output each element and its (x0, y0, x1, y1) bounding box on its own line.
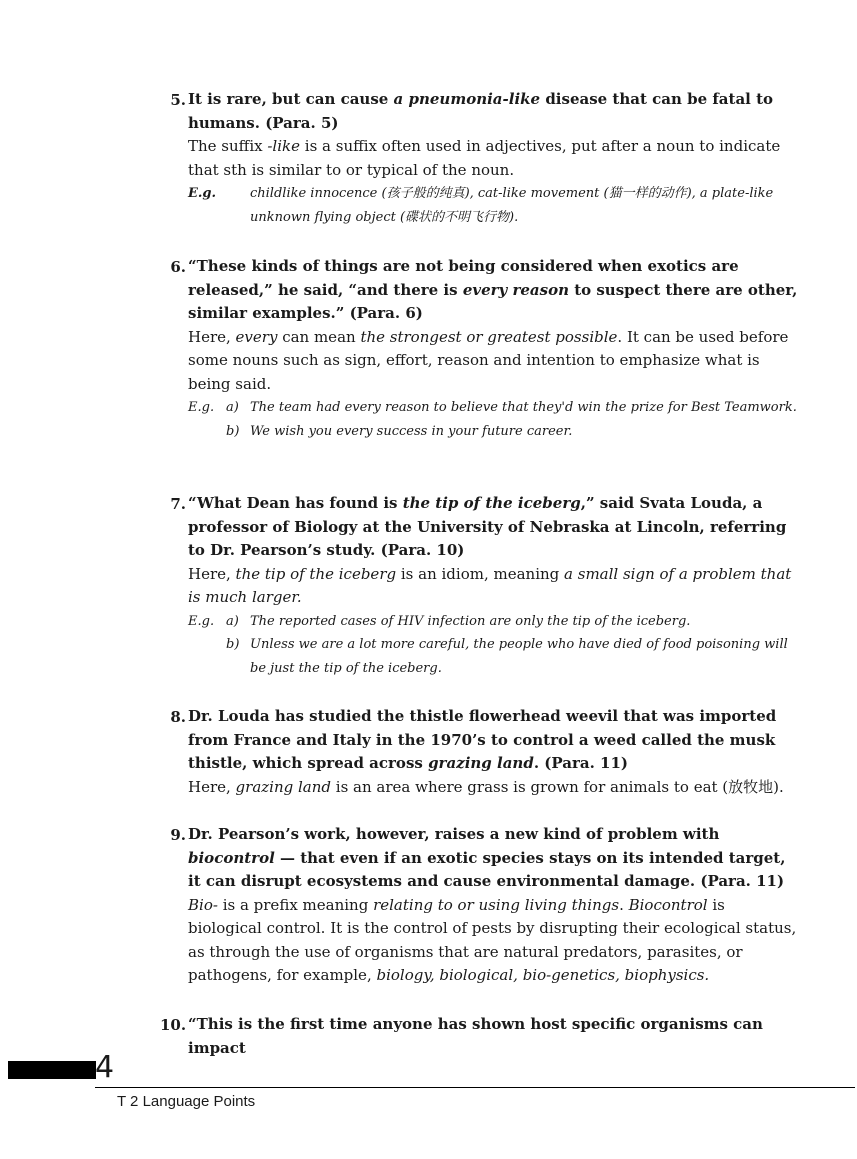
item-quote: Dr. Louda has studied the thistle flowerhead weevil that was imported from France and Italy in the 1970’s to control a weed called the musk thistle, which spread across grazing land. (Para. 11) (188, 707, 777, 772)
item-number: 8. (170, 708, 186, 726)
language-point-6 (160, 255, 800, 443)
item-number: 6. (170, 258, 186, 276)
item-number: 10. (160, 1016, 187, 1034)
item-quote: “These kinds of things are not being considered when exotics are released,” he said, “and there is every reason to suspect there are other, similar examples.” (Para. 6) (188, 257, 798, 322)
language-point-7 (160, 492, 800, 680)
item-number: 9. (170, 826, 186, 844)
item-quote: “This is the first time anyone has shown host specific organisms can impact (188, 1015, 763, 1057)
item-number: 7. (170, 495, 186, 513)
example-row: b) We wish you every success in your future career. (226, 423, 573, 439)
item-explanation: Here, grazing land is an area where grass is grown for animals to eat (放牧地). (188, 777, 784, 796)
item-quote: “What Dean has found is the tip of the iceberg,” said Svata Louda, a professor of Biology at the University of Nebraska at Lincoln, referring to Dr. Pearson’s study. (Para. 10) (188, 494, 787, 559)
footer-section-label: T 2 Language Points (117, 1093, 256, 1110)
language-point-9 (160, 823, 800, 988)
item-quote: It is rare, but can cause a pneumonia-like disease that can be fatal to humans. (Para. 5) (188, 90, 774, 132)
item-explanation: Here, the tip of the iceberg is an idiom, meaning a small sign of a problem that is much larger. (188, 564, 792, 606)
item-explanation: Bio- is a prefix meaning relating to or using living things. Biocontrol is biological control. It is the control of pests by disrupting their ecological status, as through the use of organisms that are natural predators, parasites, or pathogens, for example, biology, biological, bio-genetics, biophysics. (188, 895, 797, 984)
example-row: E.g. childlike innocence (孩子般的纯真), cat-like movement (猫一样的动作), a plate-like unknown flying object (碟状的不明飞行物). (188, 186, 774, 225)
example-row: b) Unless we are a lot more careful, the people who have died of food poisoning will be just the tip of the iceberg. (226, 637, 788, 676)
language-point-5 (160, 88, 800, 229)
footer-rule (95, 1087, 855, 1088)
footer-black-bar (8, 1061, 96, 1079)
language-point-10 (160, 1013, 800, 1060)
example-row: E.g. a) The team had every reason to believe that they'd win the prize for Best Teamwork. (188, 400, 797, 415)
page-number: 4 (95, 1050, 115, 1085)
item-explanation: Here, every can mean the strongest or greatest possible. It can be used before some nouns such as sign, effort, reason and intention to emphasize what is being said. (188, 327, 789, 393)
example-row: E.g. a) The reported cases of HIV infection are only the tip of the iceberg. (188, 613, 691, 629)
item-number: 5. (170, 91, 186, 109)
language-point-8 (160, 705, 800, 799)
item-explanation: The suffix -like is a suffix often used in adjectives, put after a noun to indicate that sth is similar to or typical of the noun. (188, 137, 781, 179)
item-quote: Dr. Pearson’s work, however, raises a new kind of problem with biocontrol — that even if an exotic species stays on its intended target, it can disrupt ecosystems and cause environmental damage. (Para. 11) (188, 825, 786, 890)
